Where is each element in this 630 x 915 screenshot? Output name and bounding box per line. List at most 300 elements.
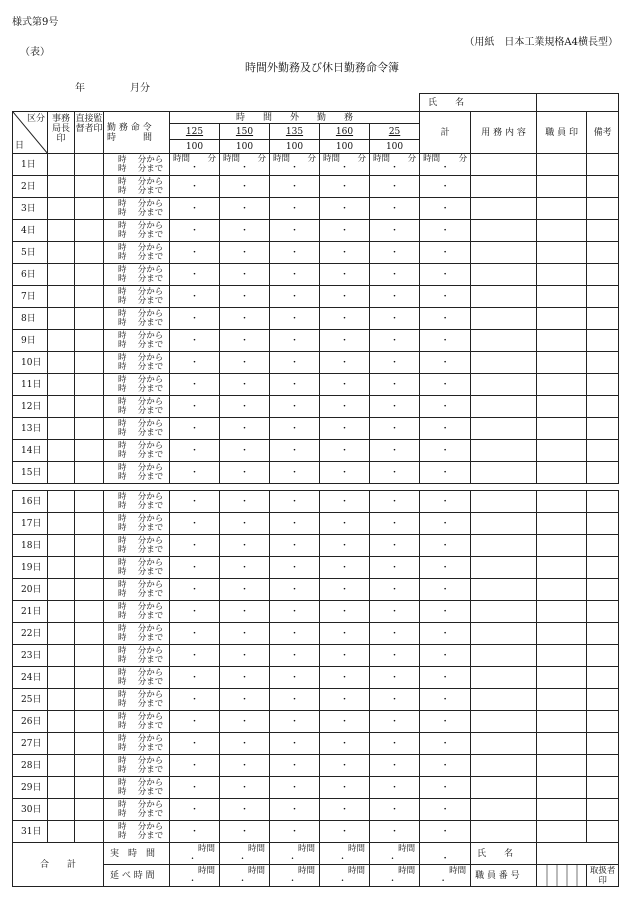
- hours-cell[interactable]: ・: [370, 733, 420, 755]
- hours-cell[interactable]: ・: [370, 689, 420, 711]
- hours-cell[interactable]: ・: [370, 777, 420, 799]
- remarks-cell[interactable]: [587, 374, 619, 396]
- hours-cell[interactable]: ・: [370, 535, 420, 557]
- hours-cell[interactable]: ・: [320, 264, 370, 286]
- hours-cell[interactable]: ・: [370, 352, 420, 374]
- hours-cell[interactable]: ・: [220, 689, 270, 711]
- extended-rate-125[interactable]: 時間 ・: [170, 865, 220, 887]
- staff-seal-cell[interactable]: [537, 440, 587, 462]
- hours-cell[interactable]: ・: [170, 220, 220, 242]
- actual-rate-160[interactable]: 時間 ・: [320, 843, 370, 865]
- hours-cell[interactable]: ・: [420, 220, 471, 242]
- hours-cell[interactable]: ・: [170, 821, 220, 843]
- content-cell[interactable]: [471, 777, 537, 799]
- hours-cell[interactable]: ・: [420, 330, 471, 352]
- hours-cell[interactable]: ・: [320, 689, 370, 711]
- hours-cell[interactable]: ・: [370, 374, 420, 396]
- remarks-cell[interactable]: [587, 557, 619, 579]
- hours-cell[interactable]: ・: [320, 733, 370, 755]
- staff-seal-cell[interactable]: [537, 601, 587, 623]
- actual-rate-125[interactable]: 時間 ・: [170, 843, 220, 865]
- hours-cell[interactable]: ・: [420, 491, 471, 513]
- staff-seal-cell[interactable]: [537, 821, 587, 843]
- hours-cell[interactable]: 時間 分 ・: [370, 154, 420, 176]
- hours-cell[interactable]: ・: [320, 645, 370, 667]
- hours-cell[interactable]: ・: [420, 286, 471, 308]
- jimu-seal-cell[interactable]: [48, 623, 75, 645]
- jimu-seal-cell[interactable]: [48, 799, 75, 821]
- staff-seal-cell[interactable]: [537, 418, 587, 440]
- remarks-cell[interactable]: [587, 689, 619, 711]
- hours-cell[interactable]: ・: [270, 579, 320, 601]
- remarks-cell[interactable]: [587, 711, 619, 733]
- supervisor-seal-cell[interactable]: [75, 154, 104, 176]
- jimu-seal-cell[interactable]: [48, 579, 75, 601]
- remarks-cell[interactable]: [587, 418, 619, 440]
- staff-seal-cell[interactable]: [537, 308, 587, 330]
- hours-cell[interactable]: ・: [220, 396, 270, 418]
- content-cell[interactable]: [471, 176, 537, 198]
- order-time-cell[interactable]: 時 分から 時 分まで: [104, 176, 170, 198]
- order-time-cell[interactable]: 時 分から 時 分まで: [104, 308, 170, 330]
- supervisor-seal-cell[interactable]: [75, 462, 104, 484]
- hours-cell[interactable]: ・: [420, 374, 471, 396]
- jimu-seal-cell[interactable]: [48, 462, 75, 484]
- jimu-seal-cell[interactable]: [48, 440, 75, 462]
- hours-cell[interactable]: ・: [270, 308, 320, 330]
- remarks-cell[interactable]: [587, 176, 619, 198]
- hours-cell[interactable]: ・: [170, 198, 220, 220]
- supervisor-seal-cell[interactable]: [75, 777, 104, 799]
- hours-cell[interactable]: ・: [420, 777, 471, 799]
- hours-cell[interactable]: ・: [270, 440, 320, 462]
- supervisor-seal-cell[interactable]: [75, 242, 104, 264]
- supervisor-seal-cell[interactable]: [75, 513, 104, 535]
- staff-seal-cell[interactable]: [537, 535, 587, 557]
- remarks-cell[interactable]: [587, 396, 619, 418]
- hours-cell[interactable]: ・: [420, 308, 471, 330]
- remarks-cell[interactable]: [587, 286, 619, 308]
- order-time-cell[interactable]: 時 分から 時 分まで: [104, 198, 170, 220]
- hours-cell[interactable]: ・: [320, 535, 370, 557]
- hours-cell[interactable]: ・: [320, 352, 370, 374]
- hours-cell[interactable]: ・: [370, 286, 420, 308]
- hours-cell[interactable]: ・: [270, 330, 320, 352]
- supervisor-seal-cell[interactable]: [75, 645, 104, 667]
- hours-cell[interactable]: ・: [220, 623, 270, 645]
- staff-seal-cell[interactable]: [537, 330, 587, 352]
- jimu-seal-cell[interactable]: [48, 242, 75, 264]
- content-cell[interactable]: [471, 623, 537, 645]
- supervisor-seal-cell[interactable]: [75, 623, 104, 645]
- extended-rate-25[interactable]: 時間 ・: [370, 865, 420, 887]
- content-cell[interactable]: [471, 689, 537, 711]
- hours-cell[interactable]: ・: [220, 242, 270, 264]
- content-cell[interactable]: [471, 491, 537, 513]
- hours-cell[interactable]: ・: [220, 264, 270, 286]
- hours-cell[interactable]: ・: [170, 601, 220, 623]
- hours-cell[interactable]: ・: [170, 777, 220, 799]
- hours-cell[interactable]: ・: [170, 440, 220, 462]
- hours-cell[interactable]: 時間 分 ・: [320, 154, 370, 176]
- order-time-cell[interactable]: 時 分から 時 分まで: [104, 418, 170, 440]
- hours-cell[interactable]: ・: [170, 711, 220, 733]
- order-time-cell[interactable]: 時 分から 時 分まで: [104, 154, 170, 176]
- remarks-cell[interactable]: [587, 777, 619, 799]
- hours-cell[interactable]: ・: [320, 330, 370, 352]
- actual-rate-135[interactable]: 時間 ・: [270, 843, 320, 865]
- order-time-cell[interactable]: 時 分から 時 分まで: [104, 286, 170, 308]
- hours-cell[interactable]: ・: [220, 755, 270, 777]
- hours-cell[interactable]: ・: [420, 462, 471, 484]
- hours-cell[interactable]: ・: [170, 264, 220, 286]
- hours-cell[interactable]: ・: [170, 286, 220, 308]
- jimu-seal-cell[interactable]: [48, 821, 75, 843]
- hours-cell[interactable]: ・: [420, 579, 471, 601]
- supervisor-seal-cell[interactable]: [75, 220, 104, 242]
- content-cell[interactable]: [471, 352, 537, 374]
- content-cell[interactable]: [471, 733, 537, 755]
- content-cell[interactable]: [471, 330, 537, 352]
- hours-cell[interactable]: ・: [170, 623, 220, 645]
- content-cell[interactable]: [471, 264, 537, 286]
- hours-cell[interactable]: ・: [270, 777, 320, 799]
- jimu-seal-cell[interactable]: [48, 777, 75, 799]
- hours-cell[interactable]: ・: [270, 242, 320, 264]
- hours-cell[interactable]: 時間 分 ・: [170, 154, 220, 176]
- jimu-seal-cell[interactable]: [48, 308, 75, 330]
- hours-cell[interactable]: ・: [170, 396, 220, 418]
- order-time-cell[interactable]: 時 分から 時 分まで: [104, 799, 170, 821]
- hours-cell[interactable]: ・: [270, 491, 320, 513]
- hours-cell[interactable]: ・: [320, 579, 370, 601]
- supervisor-seal-cell[interactable]: [75, 755, 104, 777]
- hours-cell[interactable]: ・: [270, 711, 320, 733]
- content-cell[interactable]: [471, 396, 537, 418]
- hours-cell[interactable]: ・: [320, 623, 370, 645]
- supervisor-seal-cell[interactable]: [75, 198, 104, 220]
- hours-cell[interactable]: ・: [320, 440, 370, 462]
- hours-cell[interactable]: 時間 分 ・: [420, 154, 471, 176]
- hours-cell[interactable]: ・: [370, 579, 420, 601]
- hours-cell[interactable]: ・: [220, 821, 270, 843]
- order-time-cell[interactable]: 時 分から 時 分まで: [104, 264, 170, 286]
- hours-cell[interactable]: ・: [320, 176, 370, 198]
- jimu-seal-cell[interactable]: [48, 601, 75, 623]
- extended-rate-150[interactable]: 時間 ・: [220, 865, 270, 887]
- content-cell[interactable]: [471, 557, 537, 579]
- hours-cell[interactable]: ・: [170, 513, 220, 535]
- hours-cell[interactable]: ・: [270, 623, 320, 645]
- supervisor-seal-cell[interactable]: [75, 330, 104, 352]
- hours-cell[interactable]: ・: [370, 242, 420, 264]
- hours-cell[interactable]: ・: [420, 755, 471, 777]
- order-time-cell[interactable]: 時 分から 時 分まで: [104, 513, 170, 535]
- hours-cell[interactable]: ・: [270, 198, 320, 220]
- jimu-seal-cell[interactable]: [48, 491, 75, 513]
- hours-cell[interactable]: ・: [370, 264, 420, 286]
- staff-seal-cell[interactable]: [537, 462, 587, 484]
- hours-cell[interactable]: ・: [420, 733, 471, 755]
- hours-cell[interactable]: ・: [420, 799, 471, 821]
- hours-cell[interactable]: ・: [420, 557, 471, 579]
- order-time-cell[interactable]: 時 分から 時 分まで: [104, 462, 170, 484]
- supervisor-seal-cell[interactable]: [75, 374, 104, 396]
- hours-cell[interactable]: ・: [220, 579, 270, 601]
- remarks-cell[interactable]: [587, 264, 619, 286]
- hours-cell[interactable]: ・: [420, 821, 471, 843]
- staff-seal-cell[interactable]: [537, 579, 587, 601]
- hours-cell[interactable]: ・: [320, 462, 370, 484]
- hours-cell[interactable]: ・: [370, 418, 420, 440]
- supervisor-seal-cell[interactable]: [75, 667, 104, 689]
- hours-cell[interactable]: ・: [370, 396, 420, 418]
- supervisor-seal-cell[interactable]: [75, 821, 104, 843]
- hours-cell[interactable]: ・: [270, 689, 320, 711]
- hours-cell[interactable]: ・: [420, 689, 471, 711]
- content-cell[interactable]: [471, 579, 537, 601]
- jimu-seal-cell[interactable]: [48, 374, 75, 396]
- hours-cell[interactable]: ・: [370, 557, 420, 579]
- hours-cell[interactable]: ・: [370, 711, 420, 733]
- jimu-seal-cell[interactable]: [48, 733, 75, 755]
- hours-cell[interactable]: ・: [220, 418, 270, 440]
- remarks-cell[interactable]: [587, 308, 619, 330]
- order-time-cell[interactable]: 時 分から 時 分まで: [104, 396, 170, 418]
- hours-cell[interactable]: ・: [220, 535, 270, 557]
- hours-cell[interactable]: ・: [270, 264, 320, 286]
- supervisor-seal-cell[interactable]: [75, 491, 104, 513]
- hours-cell[interactable]: ・: [270, 513, 320, 535]
- jimu-seal-cell[interactable]: [48, 645, 75, 667]
- staff-seal-cell[interactable]: [537, 220, 587, 242]
- hours-cell[interactable]: ・: [320, 308, 370, 330]
- hours-cell[interactable]: ・: [270, 396, 320, 418]
- staff-seal-cell[interactable]: [537, 557, 587, 579]
- remarks-cell[interactable]: [587, 440, 619, 462]
- actual-total[interactable]: ・: [420, 843, 471, 865]
- hours-cell[interactable]: ・: [270, 352, 320, 374]
- staff-seal-cell[interactable]: [537, 242, 587, 264]
- jimu-seal-cell[interactable]: [48, 396, 75, 418]
- staff-seal-cell[interactable]: [537, 645, 587, 667]
- hours-cell[interactable]: ・: [220, 733, 270, 755]
- content-cell[interactable]: [471, 198, 537, 220]
- remarks-cell[interactable]: [587, 535, 619, 557]
- staff-seal-cell[interactable]: [537, 667, 587, 689]
- hours-cell[interactable]: ・: [170, 374, 220, 396]
- footer-name-field[interactable]: [537, 843, 619, 865]
- content-cell[interactable]: [471, 286, 537, 308]
- jimu-seal-cell[interactable]: [48, 330, 75, 352]
- staff-seal-cell[interactable]: [537, 374, 587, 396]
- order-time-cell[interactable]: 時 分から 時 分まで: [104, 601, 170, 623]
- hours-cell[interactable]: ・: [370, 220, 420, 242]
- hours-cell[interactable]: ・: [320, 755, 370, 777]
- extended-rate-135[interactable]: 時間 ・: [270, 865, 320, 887]
- supervisor-seal-cell[interactable]: [75, 601, 104, 623]
- order-time-cell[interactable]: 時 分から 時 分まで: [104, 557, 170, 579]
- order-time-cell[interactable]: 時 分から 時 分まで: [104, 645, 170, 667]
- jimu-seal-cell[interactable]: [48, 264, 75, 286]
- content-cell[interactable]: [471, 418, 537, 440]
- order-time-cell[interactable]: 時 分から 時 分まで: [104, 623, 170, 645]
- hours-cell[interactable]: ・: [420, 396, 471, 418]
- remarks-cell[interactable]: [587, 154, 619, 176]
- hours-cell[interactable]: ・: [270, 176, 320, 198]
- staff-number-boxes[interactable]: [537, 865, 587, 887]
- hours-cell[interactable]: ・: [320, 557, 370, 579]
- hours-cell[interactable]: ・: [370, 330, 420, 352]
- hours-cell[interactable]: ・: [320, 777, 370, 799]
- content-cell[interactable]: [471, 667, 537, 689]
- remarks-cell[interactable]: [587, 601, 619, 623]
- hours-cell[interactable]: ・: [270, 799, 320, 821]
- hours-cell[interactable]: ・: [170, 689, 220, 711]
- hours-cell[interactable]: ・: [370, 513, 420, 535]
- jimu-seal-cell[interactable]: [48, 689, 75, 711]
- jimu-seal-cell[interactable]: [48, 220, 75, 242]
- hours-cell[interactable]: ・: [170, 352, 220, 374]
- actual-rate-25[interactable]: 時間 ・: [370, 843, 420, 865]
- hours-cell[interactable]: ・: [420, 440, 471, 462]
- staff-seal-cell[interactable]: [537, 711, 587, 733]
- order-time-cell[interactable]: 時 分から 時 分まで: [104, 491, 170, 513]
- hours-cell[interactable]: ・: [320, 374, 370, 396]
- hours-cell[interactable]: ・: [170, 308, 220, 330]
- hours-cell[interactable]: ・: [420, 198, 471, 220]
- order-time-cell[interactable]: 時 分から 時 分まで: [104, 535, 170, 557]
- hours-cell[interactable]: ・: [370, 176, 420, 198]
- hours-cell[interactable]: ・: [370, 462, 420, 484]
- staff-seal-cell[interactable]: [537, 623, 587, 645]
- hours-cell[interactable]: ・: [220, 645, 270, 667]
- hours-cell[interactable]: ・: [220, 352, 270, 374]
- jimu-seal-cell[interactable]: [48, 286, 75, 308]
- supervisor-seal-cell[interactable]: [75, 264, 104, 286]
- hours-cell[interactable]: ・: [170, 535, 220, 557]
- order-time-cell[interactable]: 時 分から 時 分まで: [104, 374, 170, 396]
- actual-rate-150[interactable]: 時間 ・: [220, 843, 270, 865]
- supervisor-seal-cell[interactable]: [75, 440, 104, 462]
- order-time-cell[interactable]: 時 分から 時 分まで: [104, 821, 170, 843]
- staff-seal-cell[interactable]: [537, 799, 587, 821]
- hours-cell[interactable]: ・: [370, 755, 420, 777]
- hours-cell[interactable]: ・: [220, 220, 270, 242]
- jimu-seal-cell[interactable]: [48, 418, 75, 440]
- hours-cell[interactable]: ・: [220, 308, 270, 330]
- hours-cell[interactable]: ・: [170, 645, 220, 667]
- order-time-cell[interactable]: 時 分から 時 分まで: [104, 242, 170, 264]
- hours-cell[interactable]: ・: [420, 645, 471, 667]
- remarks-cell[interactable]: [587, 513, 619, 535]
- hours-cell[interactable]: ・: [220, 198, 270, 220]
- hours-cell[interactable]: ・: [170, 755, 220, 777]
- jimu-seal-cell[interactable]: [48, 154, 75, 176]
- hours-cell[interactable]: ・: [320, 396, 370, 418]
- order-time-cell[interactable]: 時 分から 時 分まで: [104, 440, 170, 462]
- hours-cell[interactable]: ・: [370, 645, 420, 667]
- content-cell[interactable]: [471, 374, 537, 396]
- remarks-cell[interactable]: [587, 579, 619, 601]
- hours-cell[interactable]: ・: [170, 242, 220, 264]
- remarks-cell[interactable]: [587, 491, 619, 513]
- remarks-cell[interactable]: [587, 733, 619, 755]
- order-time-cell[interactable]: 時 分から 時 分まで: [104, 689, 170, 711]
- hours-cell[interactable]: 時間 分 ・: [220, 154, 270, 176]
- hours-cell[interactable]: ・: [270, 645, 320, 667]
- jimu-seal-cell[interactable]: [48, 711, 75, 733]
- content-cell[interactable]: [471, 440, 537, 462]
- hours-cell[interactable]: 時間 分 ・: [270, 154, 320, 176]
- hours-cell[interactable]: ・: [370, 799, 420, 821]
- order-time-cell[interactable]: 時 分から 時 分まで: [104, 755, 170, 777]
- order-time-cell[interactable]: 時 分から 時 分まで: [104, 352, 170, 374]
- order-time-cell[interactable]: 時 分から 時 分まで: [104, 733, 170, 755]
- supervisor-seal-cell[interactable]: [75, 557, 104, 579]
- hours-cell[interactable]: ・: [370, 601, 420, 623]
- jimu-seal-cell[interactable]: [48, 755, 75, 777]
- remarks-cell[interactable]: [587, 821, 619, 843]
- supervisor-seal-cell[interactable]: [75, 396, 104, 418]
- content-cell[interactable]: [471, 308, 537, 330]
- staff-seal-cell[interactable]: [537, 733, 587, 755]
- supervisor-seal-cell[interactable]: [75, 689, 104, 711]
- hours-cell[interactable]: ・: [320, 418, 370, 440]
- hours-cell[interactable]: ・: [220, 176, 270, 198]
- hours-cell[interactable]: ・: [320, 667, 370, 689]
- jimu-seal-cell[interactable]: [48, 176, 75, 198]
- hours-cell[interactable]: ・: [420, 352, 471, 374]
- jimu-seal-cell[interactable]: [48, 198, 75, 220]
- content-cell[interactable]: [471, 242, 537, 264]
- hours-cell[interactable]: ・: [170, 557, 220, 579]
- hours-cell[interactable]: ・: [220, 799, 270, 821]
- hours-cell[interactable]: ・: [170, 491, 220, 513]
- jimu-seal-cell[interactable]: [48, 667, 75, 689]
- hours-cell[interactable]: ・: [420, 242, 471, 264]
- content-cell[interactable]: [471, 645, 537, 667]
- hours-cell[interactable]: ・: [220, 462, 270, 484]
- staff-seal-cell[interactable]: [537, 513, 587, 535]
- content-cell[interactable]: [471, 535, 537, 557]
- hours-cell[interactable]: ・: [270, 462, 320, 484]
- jimu-seal-cell[interactable]: [48, 535, 75, 557]
- remarks-cell[interactable]: [587, 352, 619, 374]
- hours-cell[interactable]: ・: [320, 821, 370, 843]
- hours-cell[interactable]: ・: [220, 330, 270, 352]
- staff-seal-cell[interactable]: [537, 777, 587, 799]
- content-cell[interactable]: [471, 601, 537, 623]
- hours-cell[interactable]: ・: [420, 176, 471, 198]
- hours-cell[interactable]: ・: [320, 198, 370, 220]
- content-cell[interactable]: [471, 462, 537, 484]
- hours-cell[interactable]: ・: [170, 579, 220, 601]
- hours-cell[interactable]: ・: [270, 220, 320, 242]
- remarks-cell[interactable]: [587, 330, 619, 352]
- order-time-cell[interactable]: 時 分から 時 分まで: [104, 777, 170, 799]
- hours-cell[interactable]: ・: [170, 176, 220, 198]
- content-cell[interactable]: [471, 220, 537, 242]
- hours-cell[interactable]: ・: [420, 513, 471, 535]
- content-cell[interactable]: [471, 799, 537, 821]
- hours-cell[interactable]: ・: [320, 220, 370, 242]
- hours-cell[interactable]: ・: [370, 440, 420, 462]
- supervisor-seal-cell[interactable]: [75, 799, 104, 821]
- content-cell[interactable]: [471, 513, 537, 535]
- name-field[interactable]: [537, 94, 619, 112]
- hours-cell[interactable]: ・: [220, 667, 270, 689]
